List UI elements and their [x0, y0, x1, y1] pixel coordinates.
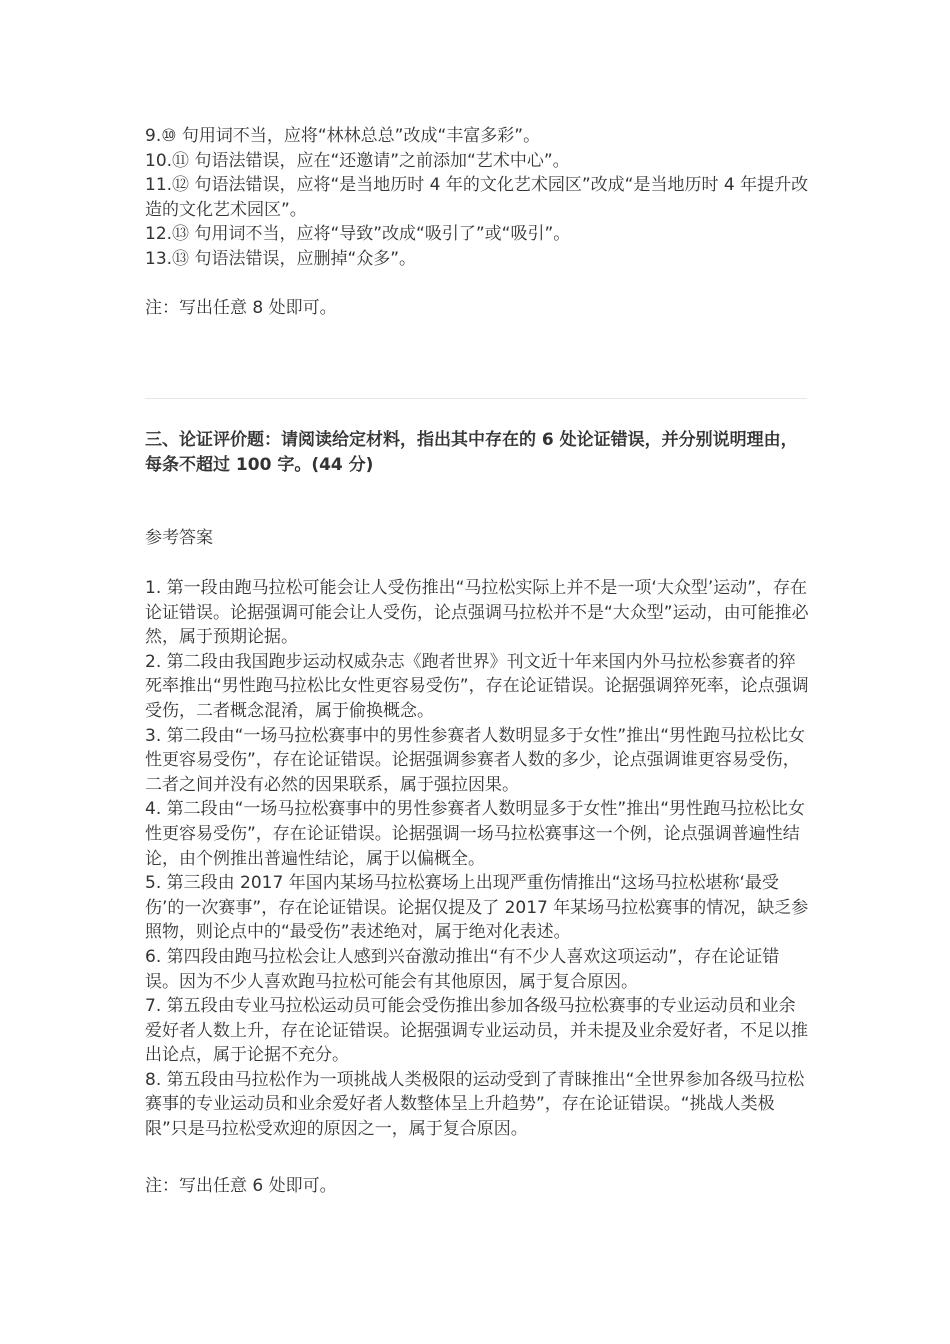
answer-item-12: 12.⑬ 句用词不当，应将“导致”改成“吸引了”或“吸引”。 — [145, 224, 571, 245]
argument-answer-1: 1. 第一段由跑马拉松可能会让人受伤推出“马拉松实际上并不是一项‘大众型’运动”，存在论证错误。论据强调可能会让人受伤，论点强调马拉松并不是“大众型”运动，由可能推必然，属于预期论据。 — [145, 578, 809, 648]
argument-answer-2: 2. 第二段由我国跑步运动权威杂志《跑者世界》刊文近十年来国内外马拉松参赛者的猝死率推出“男性跑马拉松比女性更容易受伤”，存在论证错误。论据强调猝死率，论点强调受伤，二者概念混淆，属于偷换概念。 — [145, 651, 809, 721]
section-three-note: 注：写出任意 6 处即可。 — [145, 1176, 337, 1196]
reference-answer-label: 参考答案 — [145, 528, 213, 548]
argument-answer-8: 8. 第五段由马拉松作为一项挑战人类极限的运动受到了青睐推出“全世界参加各级马拉松赛事的专业运动员和业余爱好者人数整体呈上升趋势”，存在论证错误。“挑战人类极限”只是马拉松受欢迎的原因之一，属于复合原因。 — [145, 1069, 805, 1140]
answer-item-9: 9.⑩ 句用词不当，应将“林林总总”改成“丰富多彩”。 — [145, 126, 541, 146]
section-divider — [145, 398, 807, 399]
argument-answer-5: 5. 第三段由 2017 年国内某场马拉松赛场上出现严重伤情推出“这场马拉松堪称‘最受伤’的一次赛事”，存在论证错误。论据仅提及了 2017 年某场马拉松赛事的情况，缺乏参照物，则论点中的“最受伤”表述绝对，属于绝对化表述。 — [145, 873, 809, 943]
section-three-answer-list — [145, 576, 810, 1142]
argument-answer-6: 6. 第四段由跑马拉松会让人感到兴奋激动推出“有不少人喜欢这项运动”，存在论证错误。因为不少人喜欢跑马拉松可能会有其他原因，属于复合原因。 — [145, 946, 780, 992]
part-two-answer-list — [145, 124, 810, 321]
section-three-title: 三、论证评价题：请阅读给定材料，指出其中存在的 6 处论证错误，并分别说明理由，每条不超过 100 字。(44 分) — [145, 430, 798, 475]
part-two-note: 注：写出任意 8 处即可。 — [145, 298, 337, 319]
argument-answer-7: 7. 第五段由专业马拉松运动员可能会受伤推出参加各级马拉松赛事的专业运动员和业余爱好者人数上升，存在论证错误。论据强调专业运动员，并未提及业余爱好者，不足以推出论点，属于论据不充分。 — [145, 996, 808, 1066]
answer-item-10: 10.⑪ 句语法错误，应在“还邀请”之前添加“艺术中心”。 — [145, 150, 570, 171]
argument-answer-3: 3. 第二段由“一场马拉松赛事中的男性参赛者人数明显多于女性”推出“男性跑马拉松比女性更容易受伤”，存在论证错误。论据强调参赛者人数的多少，论点强调谁更容易受伤，二者之间并没有必然的因果联系，属于强拉因果。 — [145, 725, 806, 795]
argument-answer-4: 4. 第二段由“一场马拉松赛事中的男性参赛者人数明显多于女性”推出“男性跑马拉松比女性更容易受伤”，存在论证错误。论据强调一场马拉松赛事这一个例，论点强调普遍性结论，由个例推出普遍性结论，属于以偏概全。 — [145, 799, 806, 869]
answer-item-13: 13.⑬ 句语法错误，应删掉“众多”。 — [145, 248, 417, 269]
answer-item-11: 11.⑫ 句语法错误，应将“是当地历时 4 年的文化艺术园区”改成“是当地历时 4 年提升改造的文化艺术园区”。 — [145, 175, 809, 220]
